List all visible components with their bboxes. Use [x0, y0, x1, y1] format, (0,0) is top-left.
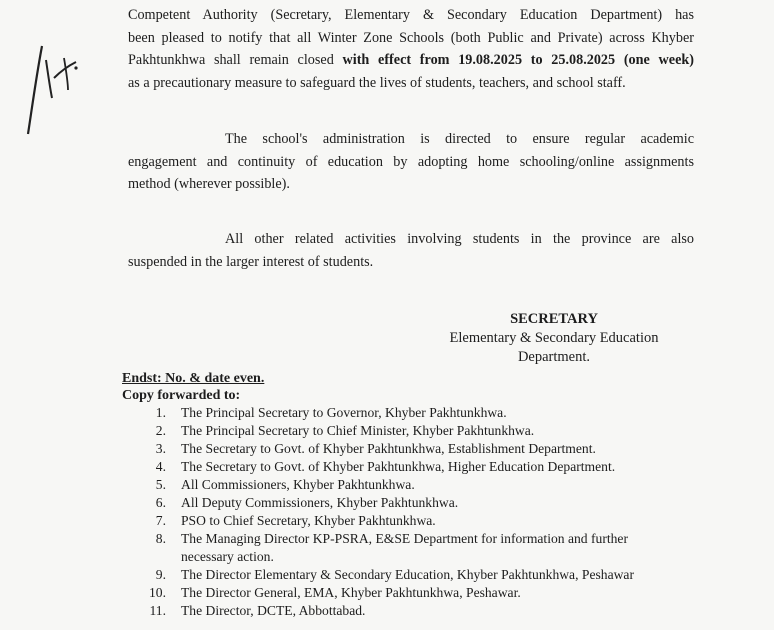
para2-line: engagement and continuity of education by adopting home schooling/online assignments	[128, 153, 694, 170]
item-number: 11.	[149, 603, 166, 618]
item-number: 5.	[155, 477, 166, 492]
para1-line: as a precautionary measure to safeguard the lives of students, teachers, and school staff.	[128, 74, 626, 91]
item-number: 6.	[155, 495, 166, 510]
list-item	[140, 404, 720, 422]
signatory-department: Elementary & Secondary Education	[449, 330, 659, 346]
item-number: 7.	[155, 513, 166, 528]
para1-line	[128, 49, 694, 72]
list-item	[140, 512, 720, 530]
paragraph-2	[128, 128, 694, 196]
item-text: The Secretary to Govt. of Khyber Pakhtunkhwa, Higher Education Department.	[181, 459, 616, 474]
item-text: The Director Elementary & Secondary Education, Khyber Pakhtunkhwa, Peshawar	[181, 567, 634, 582]
item-number: 2.	[155, 423, 166, 438]
copy-forwarded-heading: Copy forwarded to:	[122, 388, 241, 403]
list-item	[140, 530, 720, 566]
item-text: The Principal Secretary to Chief Minister, Khyber Pakhtunkhwa.	[181, 423, 535, 438]
item-text: The Director, DCTE, Abbottabad.	[181, 603, 366, 618]
para1-line: been pleased to notify that all Winter Zone Schools (both Public and Private) across Khyber	[128, 29, 694, 46]
distribution-list	[140, 404, 720, 620]
endorsement-number: Endst: No. & date even.	[122, 371, 265, 386]
signature-block	[425, 310, 683, 367]
list-item	[140, 584, 720, 602]
item-text: All Deputy Commissioners, Khyber Pakhtunkhwa.	[181, 495, 459, 510]
item-text-cont: necessary action.	[181, 549, 274, 564]
list-item	[140, 566, 720, 584]
list-item	[140, 440, 720, 458]
para2-line: The school's administration is directed to ensure regular academic	[225, 131, 694, 147]
para1-line: Competent Authority (Secretary, Elementary & Secondary Education Department) has	[128, 7, 694, 23]
para3-line: All other related activities involving students in the province are also	[225, 231, 694, 247]
item-text: The Secretary to Govt. of Khyber Pakhtunkhwa, Establishment Department.	[181, 441, 596, 456]
closure-dates: with effect from 19.08.2025 to 25.08.2025 (one week)	[342, 52, 694, 68]
signatory-department-cont: Department.	[517, 349, 591, 365]
item-number: 10.	[149, 585, 166, 600]
list-item	[140, 422, 720, 440]
list-item	[140, 602, 720, 620]
item-number: 4.	[155, 459, 166, 474]
item-text: All Commissioners, Khyber Pakhtunkhwa.	[181, 477, 415, 492]
para1-line-text: Pakhtunkhwa shall remain closed	[128, 52, 343, 68]
item-number: 9.	[155, 567, 166, 582]
item-number: 1.	[155, 405, 166, 420]
paragraph-3	[128, 228, 694, 273]
item-text: PSO to Chief Secretary, Khyber Pakhtunkhwa.	[181, 513, 436, 528]
para3-line: suspended in the larger interest of students.	[128, 253, 374, 270]
item-number: 8.	[155, 531, 166, 546]
paragraph-1	[128, 4, 694, 94]
item-text: The Director General, EMA, Khyber Pakhtunkhwa, Peshawar.	[181, 585, 521, 600]
item-text: The Principal Secretary to Governor, Khyber Pakhtunkhwa.	[181, 405, 507, 420]
signatory-title: SECRETARY	[510, 311, 598, 327]
list-item	[140, 458, 720, 476]
para2-line: method (wherever possible).	[128, 176, 290, 192]
handwritten-initials	[24, 38, 94, 138]
list-item	[140, 476, 720, 494]
list-item	[140, 494, 720, 512]
item-number: 3.	[155, 441, 166, 456]
item-text: The Managing Director KP-PSRA, E&SE Department for information and further	[181, 531, 628, 546]
